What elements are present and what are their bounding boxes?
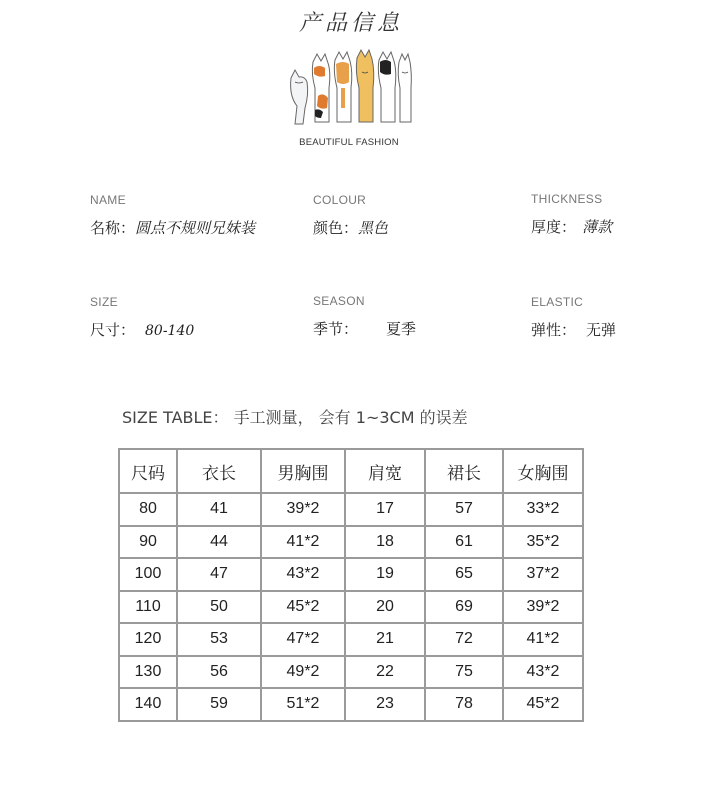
- table-cell: 47: [177, 558, 261, 591]
- table-row: [119, 688, 583, 721]
- brand-logo: [285, 48, 413, 150]
- header-cell: 裙长: [425, 449, 503, 493]
- field-elastic: [531, 295, 616, 340]
- table-row: [119, 526, 583, 559]
- table-header-row: [119, 449, 583, 493]
- table-cell: 23: [345, 688, 425, 721]
- table-cell: 56: [177, 656, 261, 689]
- table-cell: 21: [345, 623, 425, 656]
- table-cell: 45*2: [503, 688, 583, 721]
- table-cell: 41: [177, 493, 261, 526]
- table-cell: 61: [425, 526, 503, 559]
- thickness-label: 厚度：: [531, 218, 577, 236]
- table-cell: 78: [425, 688, 503, 721]
- size-heading: SIZE: [90, 295, 118, 309]
- table-cell: 45*2: [261, 591, 345, 624]
- table-cell: 43*2: [261, 558, 345, 591]
- table-cell: 57: [425, 493, 503, 526]
- field-colour: [313, 193, 388, 238]
- table-cell: 65: [425, 558, 503, 591]
- table-cell: 50: [177, 591, 261, 624]
- table-cell: 53: [177, 623, 261, 656]
- table-row: [119, 591, 583, 624]
- table-cell: 80: [119, 493, 177, 526]
- elastic-value: 无弹: [586, 321, 617, 339]
- header-cell: 衣长: [177, 449, 261, 493]
- table-cell: 20: [345, 591, 425, 624]
- page-title: 产品信息: [298, 11, 403, 36]
- field-size: [90, 295, 194, 340]
- table-cell: 51*2: [261, 688, 345, 721]
- table-cell: 41*2: [503, 623, 583, 656]
- size-table: [118, 448, 584, 722]
- colour-label: 颜色：: [313, 219, 359, 237]
- field-season: [313, 294, 416, 339]
- table-cell: 37*2: [503, 558, 583, 591]
- colour-value: 黑色: [358, 219, 389, 237]
- table-cell: 43*2: [503, 656, 583, 689]
- header-cell: 肩宽: [345, 449, 425, 493]
- table-cell: 18: [345, 526, 425, 559]
- table-cell: 22: [345, 656, 425, 689]
- table-cell: 90: [119, 526, 177, 559]
- table-cell: 47*2: [261, 623, 345, 656]
- table-cell: 35*2: [503, 526, 583, 559]
- season-value: 夏季: [386, 320, 417, 338]
- name-value: 圆点不规则兄妹装: [135, 219, 256, 237]
- table-cell: 39*2: [261, 493, 345, 526]
- table-cell: 59: [177, 688, 261, 721]
- elastic-heading: ELASTIC: [531, 295, 584, 309]
- table-cell: 19: [345, 558, 425, 591]
- table-cell: 140: [119, 688, 177, 721]
- field-thickness: [531, 192, 612, 237]
- size-table-title: SIZE TABLE： 手工测量， 会有 1~3CM 的误差: [122, 408, 468, 427]
- header-cell: 女胸围: [503, 449, 583, 493]
- size-value: 80-140: [145, 323, 195, 339]
- table-cell: 72: [425, 623, 503, 656]
- table-cell: 130: [119, 656, 177, 689]
- table-cell: 100: [119, 558, 177, 591]
- cats-illustration: [285, 48, 413, 134]
- season-heading: SEASON: [313, 294, 365, 308]
- table-row: [119, 623, 583, 656]
- table-cell: 33*2: [503, 493, 583, 526]
- colour-heading: COLOUR: [313, 193, 367, 207]
- table-row: [119, 656, 583, 689]
- name-heading: NAME: [90, 193, 126, 207]
- elastic-label: 弹性：: [531, 321, 577, 339]
- table-cell: 41*2: [261, 526, 345, 559]
- logo-text: BEAUTIFUL FASHION: [299, 137, 399, 148]
- table-row: [119, 493, 583, 526]
- table-cell: 49*2: [261, 656, 345, 689]
- header-cell: 男胸围: [261, 449, 345, 493]
- table-cell: 17: [345, 493, 425, 526]
- table-cell: 39*2: [503, 591, 583, 624]
- thickness-heading: THICKNESS: [531, 192, 603, 206]
- size-label: 尺寸：: [90, 321, 136, 339]
- field-name: [90, 193, 255, 238]
- table-cell: 110: [119, 591, 177, 624]
- name-label: 名称：: [90, 219, 136, 237]
- table-row: [119, 558, 583, 591]
- table-cell: 75: [425, 656, 503, 689]
- season-label: 季节：: [313, 320, 359, 338]
- table-cell: 69: [425, 591, 503, 624]
- table-cell: 120: [119, 623, 177, 656]
- header-cell: 尺码: [119, 449, 177, 493]
- table-cell: 44: [177, 526, 261, 559]
- thickness-value: 薄款: [582, 218, 613, 236]
